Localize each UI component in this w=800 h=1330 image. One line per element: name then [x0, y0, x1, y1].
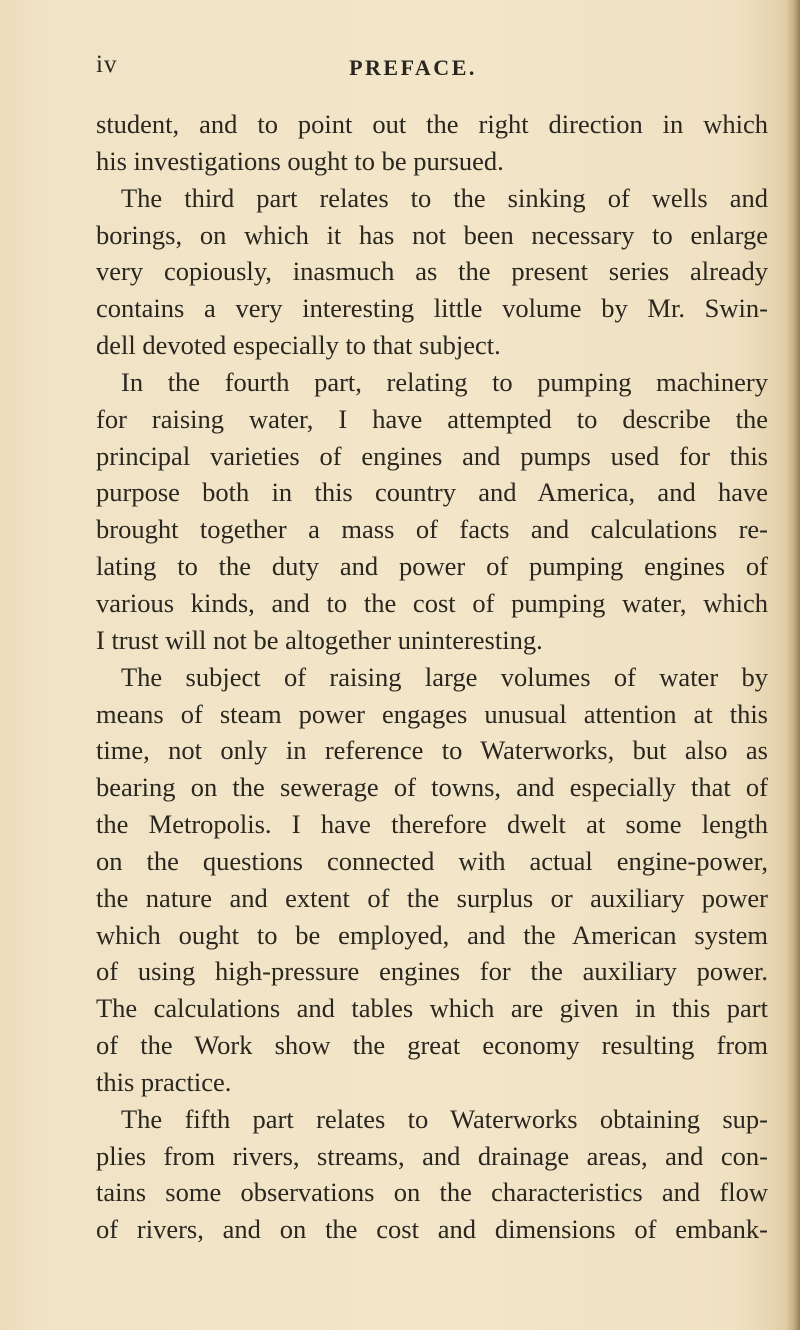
text-line: purpose both in this country and America, and have: [96, 477, 768, 508]
text-line: plies from rivers, streams, and drainage areas, and con-: [96, 1140, 768, 1171]
text-line: The third part relates to the sinking of wells and: [121, 182, 768, 213]
text-line: I trust will not be altogether uninteresting.: [96, 624, 543, 655]
body-text: [96, 106, 768, 1248]
text-line: dell devoted especially to that subject.: [96, 330, 501, 361]
text-line: the nature and extent of the surplus or auxiliary power: [96, 882, 768, 913]
text-line: The fifth part relates to Waterworks obtaining sup-: [121, 1103, 768, 1134]
text-line: of using high-pressure engines for the auxiliary power.: [96, 956, 768, 987]
text-line: of rivers, and on the cost and dimensions of embank-: [96, 1214, 768, 1245]
text-line: time, not only in reference to Waterworks, but also as: [96, 735, 768, 766]
text-line: which ought to be employed, and the American system: [96, 919, 768, 950]
text-line: In the fourth part, relating to pumping machinery: [121, 366, 768, 397]
text-line: The calculations and tables which are given in this part: [96, 993, 768, 1024]
text-line: tains some observations on the characteristics and flow: [96, 1177, 768, 1208]
text-line: principal varieties of engines and pumps used for this: [96, 440, 768, 471]
page-number: iv: [96, 51, 118, 78]
text-line: borings, on which it has not been necessary to enlarge: [96, 219, 768, 250]
text-line: student, and to point out the right direction in which: [96, 109, 768, 139]
text-line: on the questions connected with actual engine-power,: [96, 845, 768, 876]
text-line: means of steam power engages unusual attention at this: [96, 698, 768, 729]
text-line: bearing on the sewerage of towns, and especially that of: [96, 772, 768, 803]
text-line: The subject of raising large volumes of water by: [121, 661, 768, 692]
text-line: very copiously, inasmuch as the present series already: [96, 256, 768, 287]
text-line: the Metropolis. I have therefore dwelt at some length: [96, 809, 768, 840]
text-line: of the Work show the great economy resulting from: [96, 1030, 768, 1061]
text-line: his investigations ought to be pursued.: [96, 145, 504, 176]
text-line: for raising water, I have attempted to describe the: [96, 403, 768, 434]
text-line: brought together a mass of facts and calculations re-: [96, 514, 768, 545]
text-line: various kinds, and to the cost of pumping water, which: [96, 587, 768, 618]
running-head: PREFACE.: [349, 55, 477, 80]
page-edge-shadow: [786, 0, 800, 1330]
text-line: lating to the duty and power of pumping engines of: [96, 551, 768, 582]
text-line: this practice.: [96, 1066, 232, 1097]
text-line: contains a very interesting little volume by Mr. Swin-: [96, 293, 768, 324]
